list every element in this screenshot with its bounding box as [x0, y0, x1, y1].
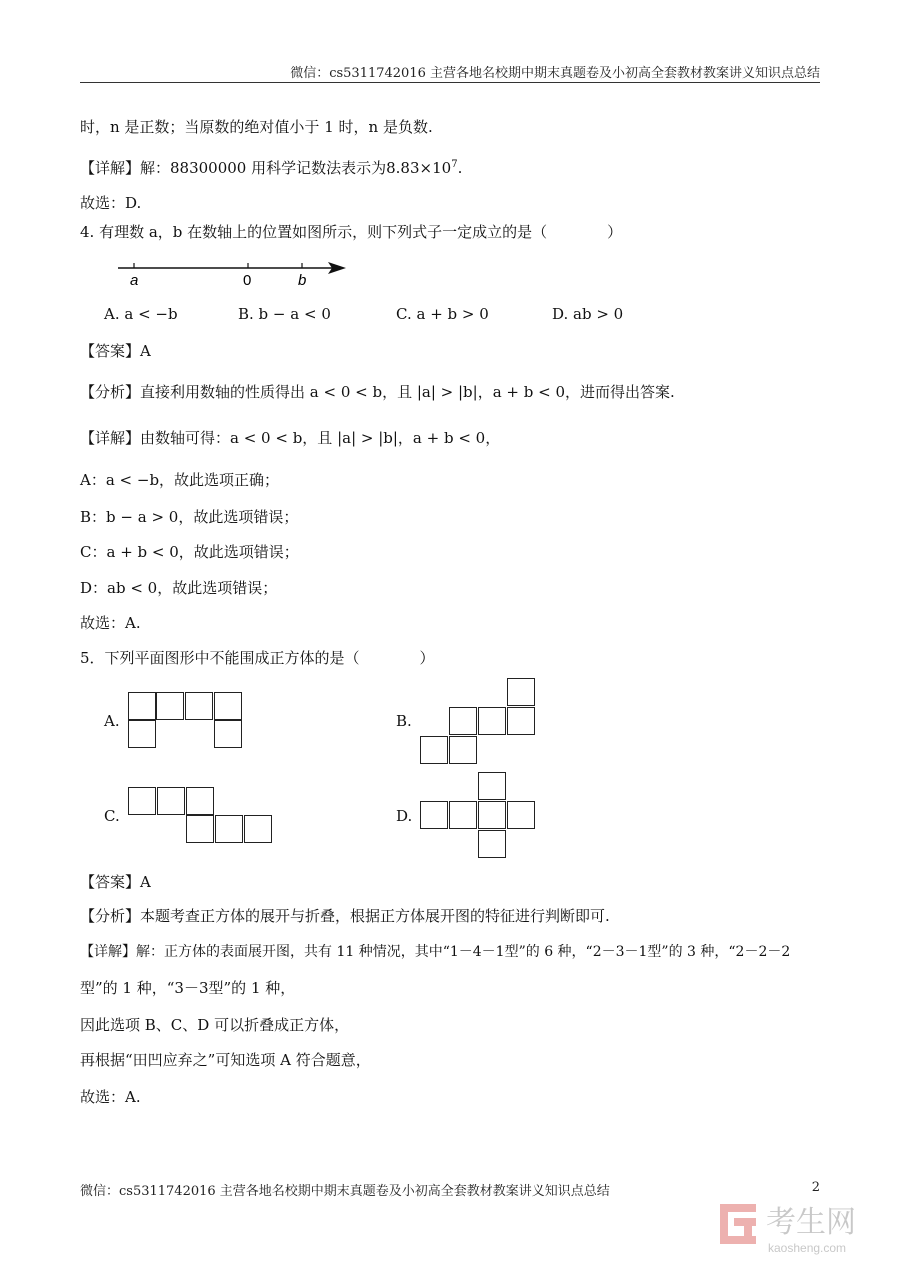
header-rule: [80, 82, 820, 83]
net-cell: [214, 720, 242, 748]
answer-select-4: 故选：A.: [80, 614, 141, 632]
watermark-url: kaosheng.com: [768, 1241, 847, 1255]
net-cell: [478, 707, 506, 735]
cube-net-b: [420, 678, 536, 766]
detail-4-a: A：a < −b，故此选项正确；: [80, 471, 280, 489]
detail-4-c: C：a + b < 0，故此选项错误；: [80, 543, 299, 561]
logo-mark-icon: [720, 1204, 756, 1244]
net-label-a: A.: [104, 712, 120, 730]
net-cell: [215, 815, 243, 843]
option-c: C. a + b > 0: [396, 305, 489, 323]
question-4: 4. 有理数 a，b 在数轴上的位置如图所示，则下列式子一定成立的是（ ）: [80, 223, 623, 241]
kaosheng-logo: [716, 1196, 886, 1260]
net-cell: [420, 736, 448, 764]
answer-5: 【答案】A: [80, 873, 151, 891]
detail-5-line4: 再根据“田凹应弃之”可知选项 A 符合题意，: [80, 1051, 371, 1069]
net-cell: [449, 736, 477, 764]
detail-line: 【详解】解：88300000 用科学记数法表示为$8.83\times 10^7$.: [80, 159, 463, 177]
option-b: B. b − a < 0: [238, 305, 331, 323]
net-label-c: C.: [104, 807, 120, 825]
detail-5-line3: 因此选项 B、C、D 可以折叠成正方体，: [80, 1016, 350, 1034]
text-line: 时，n 是正数；当原数的绝对值小于 1 时，n 是负数.: [80, 118, 433, 136]
net-cell: [420, 801, 448, 829]
net-cell: [478, 801, 506, 829]
cube-net-c: [128, 787, 274, 845]
label-b: b: [298, 272, 307, 289]
net-cell: [507, 707, 535, 735]
detail-5-line2: 型”的 1 种，“3－3型”的 1 种，: [80, 979, 296, 997]
net-cell: [449, 707, 477, 735]
net-cell: [214, 692, 242, 720]
label-zero: 0: [243, 272, 252, 289]
net-cell: [186, 787, 214, 815]
page-number: 2: [811, 1180, 820, 1195]
net-cell: [186, 815, 214, 843]
option-a: A. a < −b: [104, 305, 178, 323]
detail-4: 【详解】由数轴可得：a < 0 < b，且 |a| > |b|，a + b < 0，: [80, 429, 501, 447]
net-cell: [128, 720, 156, 748]
net-label-d: D.: [396, 807, 413, 825]
page-header: 微信：cs5311742016 主营各地名校期中期末真题卷及小初高全套教材教案讲义知识点总结: [290, 66, 820, 81]
analysis-5: 【分析】本题考查正方体的展开与折叠，根据正方体展开图的特征进行判断即可.: [80, 907, 610, 925]
option-d: D. ab > 0: [552, 305, 624, 323]
question-5: 5．下列平面图形中不能围成正方体的是（ ）: [80, 649, 435, 667]
answer-select: 故选：D.: [80, 194, 142, 212]
net-cell: [156, 692, 184, 720]
net-cell: [128, 692, 156, 720]
label-a: a: [130, 272, 139, 289]
analysis-4: 【分析】直接利用数轴的性质得出 a < 0 < b，且 |a| > |b|，a + b < 0，进而得出答案.: [80, 383, 675, 401]
net-cell: [157, 787, 185, 815]
net-cell: [185, 692, 213, 720]
cube-net-d: [420, 772, 566, 860]
cube-net-a: [128, 692, 244, 750]
detail-4-d: D：ab < 0，故此选项错误；: [80, 579, 278, 597]
net-label-b: B.: [396, 712, 412, 730]
net-cell: [128, 787, 156, 815]
net-cell: [507, 678, 535, 706]
answer-4: 【答案】A: [80, 342, 151, 360]
watermark-title: 考生网: [766, 1205, 856, 1240]
answer-select-5: 故选：A.: [80, 1088, 141, 1106]
net-cell: [244, 815, 272, 843]
detail-4-b: B：b − a > 0，故此选项错误；: [80, 508, 299, 526]
net-cell: [507, 801, 535, 829]
net-cell: [449, 801, 477, 829]
net-cell: [478, 772, 506, 800]
net-cell: [478, 830, 506, 858]
page-footer: 微信：cs5311742016 主营各地名校期中期末真题卷及小初高全套教材教案讲义知识点总结: [80, 1184, 610, 1199]
number-line-figure: [110, 255, 360, 295]
detail-5-line1: 【详解】解：正方体的表面展开图，共有 11 种情况，其中“1－4－1型”的 6 种，“2－3－1型”的 3 种，“2－2－2: [80, 944, 791, 960]
